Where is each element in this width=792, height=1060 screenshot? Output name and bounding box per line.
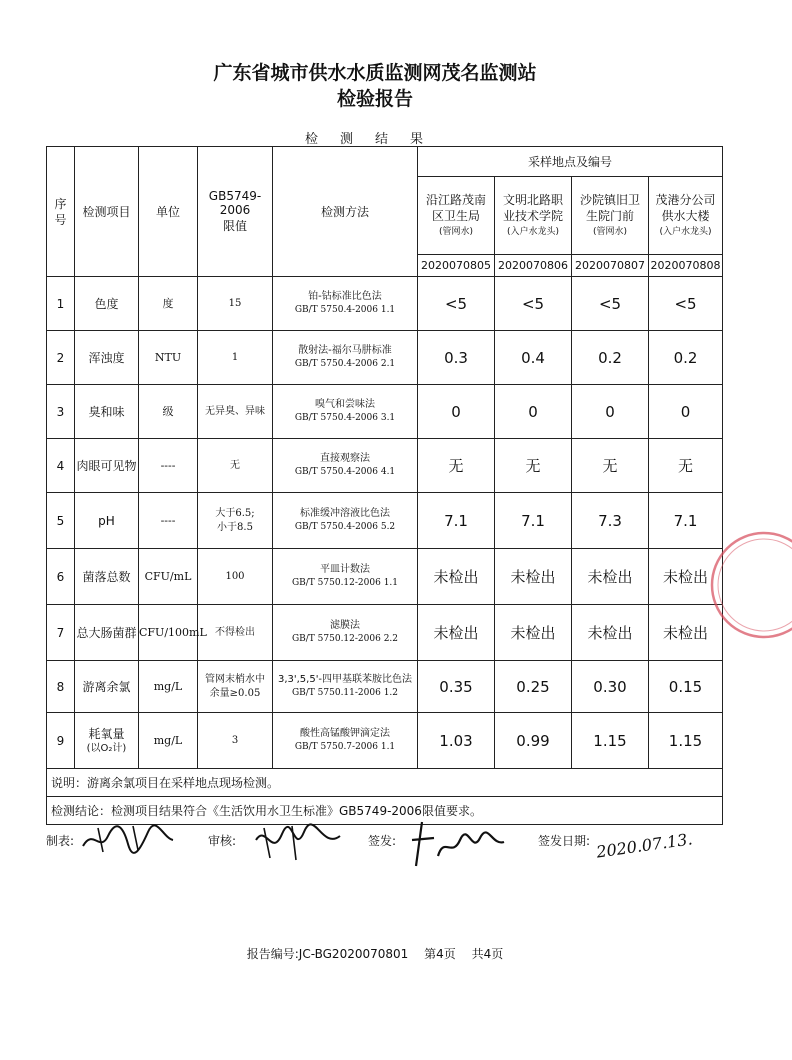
result-value: 未检出 bbox=[572, 605, 649, 661]
limit-value: 100 bbox=[198, 549, 273, 605]
unit: 级 bbox=[139, 385, 198, 439]
test-method: 平皿计数法 GB/T 5750.12-2006 1.1 bbox=[273, 549, 418, 605]
result-value: 0 bbox=[649, 385, 723, 439]
location-header-4 bbox=[649, 177, 723, 255]
result-value: 7.1 bbox=[418, 493, 495, 549]
red-seal-stamp bbox=[702, 525, 792, 645]
row-number: 5 bbox=[47, 493, 75, 549]
test-item: pH bbox=[75, 493, 139, 549]
page-total: 共4页 bbox=[471, 947, 504, 961]
test-item: 游离余氯 bbox=[75, 661, 139, 713]
result-value: 0.15 bbox=[649, 661, 723, 713]
results-table bbox=[46, 146, 723, 825]
sample-code-3: 2020070807 bbox=[572, 255, 649, 277]
row-number: 8 bbox=[47, 661, 75, 713]
org-title: 广东省城市供水水质监测网茂名监测站 bbox=[213, 62, 537, 84]
col-unit-header: 单位 bbox=[139, 147, 198, 277]
result-value: 0.2 bbox=[649, 331, 723, 385]
limit-value: 3 bbox=[198, 713, 273, 769]
test-item: 菌落总数 bbox=[75, 549, 139, 605]
issue-date-value: 2020.07.13. bbox=[595, 829, 694, 862]
result-value: <5 bbox=[495, 277, 572, 331]
table-row bbox=[47, 605, 723, 661]
location-note: (管网水) bbox=[592, 226, 628, 237]
limit-value: 1 bbox=[198, 331, 273, 385]
sample-code-1: 2020070805 bbox=[418, 255, 495, 277]
location-note: (管网水) bbox=[438, 226, 474, 237]
col-limit-header: GB5749-2006 限值 bbox=[198, 147, 273, 277]
result-value: 1.03 bbox=[418, 713, 495, 769]
result-value: <5 bbox=[572, 277, 649, 331]
result-value: 0.30 bbox=[572, 661, 649, 713]
issue-date-label: 签发日期: bbox=[538, 834, 591, 848]
unit: CFU/mL bbox=[139, 549, 198, 605]
table-row bbox=[47, 331, 723, 385]
sample-code-4: 2020070808 bbox=[649, 255, 723, 277]
result-value: 0.25 bbox=[495, 661, 572, 713]
limit-value: 大于6.5; 小于8.5 bbox=[198, 493, 273, 549]
result-value: 无 bbox=[418, 439, 495, 493]
row-number: 3 bbox=[47, 385, 75, 439]
limit-value: 不得检出 bbox=[198, 605, 273, 661]
limit-value: 15 bbox=[198, 277, 273, 331]
table-row bbox=[47, 439, 723, 493]
limit-value: 无 bbox=[198, 439, 273, 493]
unit: ---- bbox=[139, 493, 198, 549]
location-name: 沙院镇旧卫 bbox=[579, 192, 640, 207]
unit: mg/L bbox=[139, 661, 198, 713]
result-value: 未检出 bbox=[495, 549, 572, 605]
location-header-1 bbox=[418, 177, 495, 255]
page-number: 第4页 bbox=[424, 947, 456, 961]
location-name: 业技术学院 bbox=[502, 208, 563, 223]
test-method: 直接观察法 GB/T 5750.4-2006 4.1 bbox=[273, 439, 418, 493]
test-item: 耗氧量 (以O₂计) bbox=[75, 713, 139, 769]
test-item: 色度 bbox=[75, 277, 139, 331]
sampling-header: 采样地点及编号 bbox=[418, 147, 723, 177]
row-number: 9 bbox=[47, 713, 75, 769]
unit: 度 bbox=[139, 277, 198, 331]
result-value: 未检出 bbox=[418, 549, 495, 605]
result-value: 无 bbox=[572, 439, 649, 493]
location-name: 文明北路职 bbox=[502, 192, 563, 207]
location-header-3 bbox=[572, 177, 649, 255]
location-name: 供水大楼 bbox=[661, 208, 710, 223]
reviewed-signature bbox=[252, 820, 344, 862]
location-note: (入户水龙头) bbox=[659, 226, 712, 237]
test-item: 总大肠菌群 bbox=[75, 605, 139, 661]
location-header-2 bbox=[495, 177, 572, 255]
result-value: 0.4 bbox=[495, 331, 572, 385]
result-value: 0.35 bbox=[418, 661, 495, 713]
result-value: 1.15 bbox=[572, 713, 649, 769]
issued-by-label: 签发: bbox=[368, 834, 397, 848]
result-value: 0 bbox=[572, 385, 649, 439]
test-item: 浑浊度 bbox=[75, 331, 139, 385]
test-item: 臭和味 bbox=[75, 385, 139, 439]
table-row bbox=[47, 549, 723, 605]
table-row bbox=[47, 493, 723, 549]
table-row bbox=[47, 385, 723, 439]
row-number: 2 bbox=[47, 331, 75, 385]
result-value: 0 bbox=[495, 385, 572, 439]
result-value: <5 bbox=[418, 277, 495, 331]
report-number: 报告编号:JC-BG2020070801 bbox=[246, 947, 409, 961]
test-method: 嗅气和尝味法 GB/T 5750.4-2006 3.1 bbox=[273, 385, 418, 439]
table-row bbox=[47, 661, 723, 713]
result-value: 无 bbox=[495, 439, 572, 493]
limit-value: 无异臭、异味 bbox=[198, 385, 273, 439]
prepared-signature bbox=[78, 818, 178, 858]
reviewed-by-label: 审核: bbox=[208, 834, 237, 848]
location-name: 生院门前 bbox=[585, 208, 634, 223]
result-value: 0.2 bbox=[572, 331, 649, 385]
unit: mg/L bbox=[139, 713, 198, 769]
unit: CFU/100mL bbox=[139, 605, 198, 661]
test-method: 铂-钴标准比色法 GB/T 5750.4-2006 1.1 bbox=[273, 277, 418, 331]
result-value: 0.3 bbox=[418, 331, 495, 385]
section-title: 检测结果 bbox=[304, 132, 445, 147]
report-title: 检验报告 bbox=[336, 88, 413, 110]
result-value: 未检出 bbox=[418, 605, 495, 661]
location-name: 区卫生局 bbox=[431, 208, 480, 223]
location-note: (入户水龙头) bbox=[506, 226, 560, 237]
result-value: 7.1 bbox=[495, 493, 572, 549]
result-value: 7.1 bbox=[649, 493, 723, 549]
col-seq-header: 序号 bbox=[47, 147, 75, 277]
table-row bbox=[47, 277, 723, 331]
result-value: 未检出 bbox=[649, 549, 723, 605]
result-value: <5 bbox=[649, 277, 723, 331]
test-method: 3,3',5,5'-四甲基联苯胺比色法 GB/T 5750.11-2006 1.2 bbox=[273, 661, 418, 713]
row-number: 1 bbox=[47, 277, 75, 331]
table-row bbox=[47, 713, 723, 769]
footer bbox=[0, 945, 750, 962]
remark-note: 说明：游离余氯项目在采样地点现场检测。 bbox=[47, 769, 723, 797]
unit: NTU bbox=[139, 331, 198, 385]
test-method: 标准缓冲溶液比色法 GB/T 5750.4-2006 5.2 bbox=[273, 493, 418, 549]
location-name: 沿江路茂南 bbox=[425, 192, 486, 207]
result-value: 未检出 bbox=[572, 549, 649, 605]
conclusion-note: 检测结论：检测项目结果符合《生活饮用水卫生标准》GB5749-2006限值要求。 bbox=[47, 797, 723, 825]
result-value: 1.15 bbox=[649, 713, 723, 769]
row-number: 4 bbox=[47, 439, 75, 493]
col-item-header: 检测项目 bbox=[75, 147, 139, 277]
result-value: 无 bbox=[649, 439, 723, 493]
test-method: 滤膜法 GB/T 5750.12-2006 2.2 bbox=[273, 605, 418, 661]
row-number: 7 bbox=[47, 605, 75, 661]
test-method: 散射法-福尔马肼标准 GB/T 5750.4-2006 2.1 bbox=[273, 331, 418, 385]
result-value: 0.99 bbox=[495, 713, 572, 769]
result-value: 0 bbox=[418, 385, 495, 439]
row-number: 6 bbox=[47, 549, 75, 605]
result-value: 未检出 bbox=[649, 605, 723, 661]
test-method: 酸性高锰酸钾滴定法 GB/T 5750.7-2006 1.1 bbox=[273, 713, 418, 769]
location-name: 茂港分公司 bbox=[655, 192, 716, 207]
col-method-header: 检测方法 bbox=[273, 147, 418, 277]
test-item: 肉眼可见物 bbox=[75, 439, 139, 493]
prepared-by-label: 制表: bbox=[46, 834, 75, 848]
limit-value: 管网末梢水中 余量≥0.05 bbox=[198, 661, 273, 713]
sample-code-2: 2020070806 bbox=[495, 255, 572, 277]
unit: ---- bbox=[139, 439, 198, 493]
issued-signature bbox=[408, 816, 508, 870]
result-value: 7.3 bbox=[572, 493, 649, 549]
result-value: 未检出 bbox=[495, 605, 572, 661]
